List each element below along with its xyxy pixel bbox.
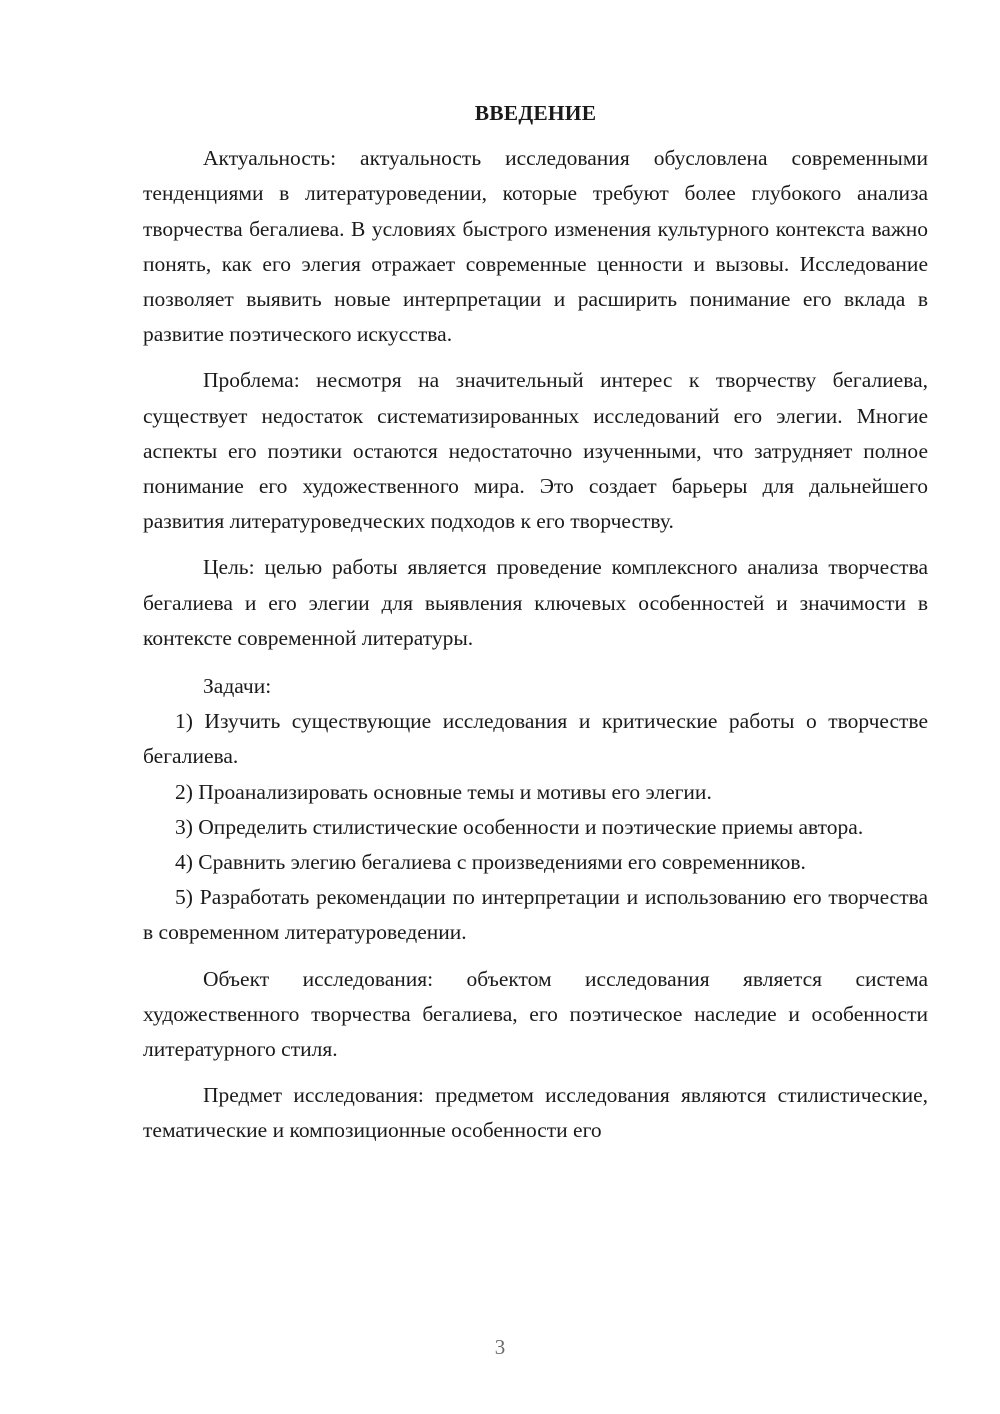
list-item: 4) Сравнить элегию бегалиева с произведениями его современников. — [175, 850, 806, 875]
section-title: ВВЕДЕНИЕ — [474, 101, 597, 125]
list-item: 3) Определить стилистические особенности и поэтические приемы автора. — [175, 814, 864, 839]
tasks-heading: Задачи: — [203, 674, 272, 699]
goal-paragraph: Цель: целью работы является проведение комплексного анализа творчества бегалиева и его элегии для выявления ключевых особенностей и значимости в контексте современной литературы. — [143, 555, 928, 650]
relevance-paragraph: Актуальность: актуальность исследования обусловлена современными тенденциями в литературоведении, которые требуют более глубокого анализа творчества бегалиева. В условиях быстрого изменения культурного контекста важно понять, как его элегия отражает современные ценности и вызовы. Исследование позволяет выявить новые интерпретации и расширить понимание его вклада в развитие поэтического искусства. — [143, 146, 928, 347]
tasks-list — [143, 704, 928, 950]
list-item: 1) Изучить существующие исследования и критические работы о творчестве бегалиева. — [143, 709, 928, 769]
subject-paragraph: Предмет исследования: предметом исследования являются стилистические, тематические и композиционные особенности его — [143, 1083, 928, 1143]
list-item: 5) Разработать рекомендации по интерпретации и использованию его творчества в современном литературоведении. — [143, 885, 928, 945]
page-body — [143, 96, 928, 1149]
list-item: 2) Проанализировать основные темы и мотивы его элегии. — [175, 779, 712, 804]
object-paragraph: Объект исследования: объектом исследования является система художественного творчества бегалиева, его поэтическое наследие и особенности литературного стиля. — [143, 966, 928, 1062]
page-number: 3 — [494, 1335, 506, 1359]
problem-paragraph: Проблема: несмотря на значительный интерес к творчеству бегалиева, существует недостаток систематизированных исследований его элегии. Многие аспекты его поэтики остаются недостаточно изученными, что затрудняет полное понимание его художественного мира. Это создает барьеры для дальнейшего развития литературоведческих подходов к его творчеству. — [143, 368, 928, 534]
